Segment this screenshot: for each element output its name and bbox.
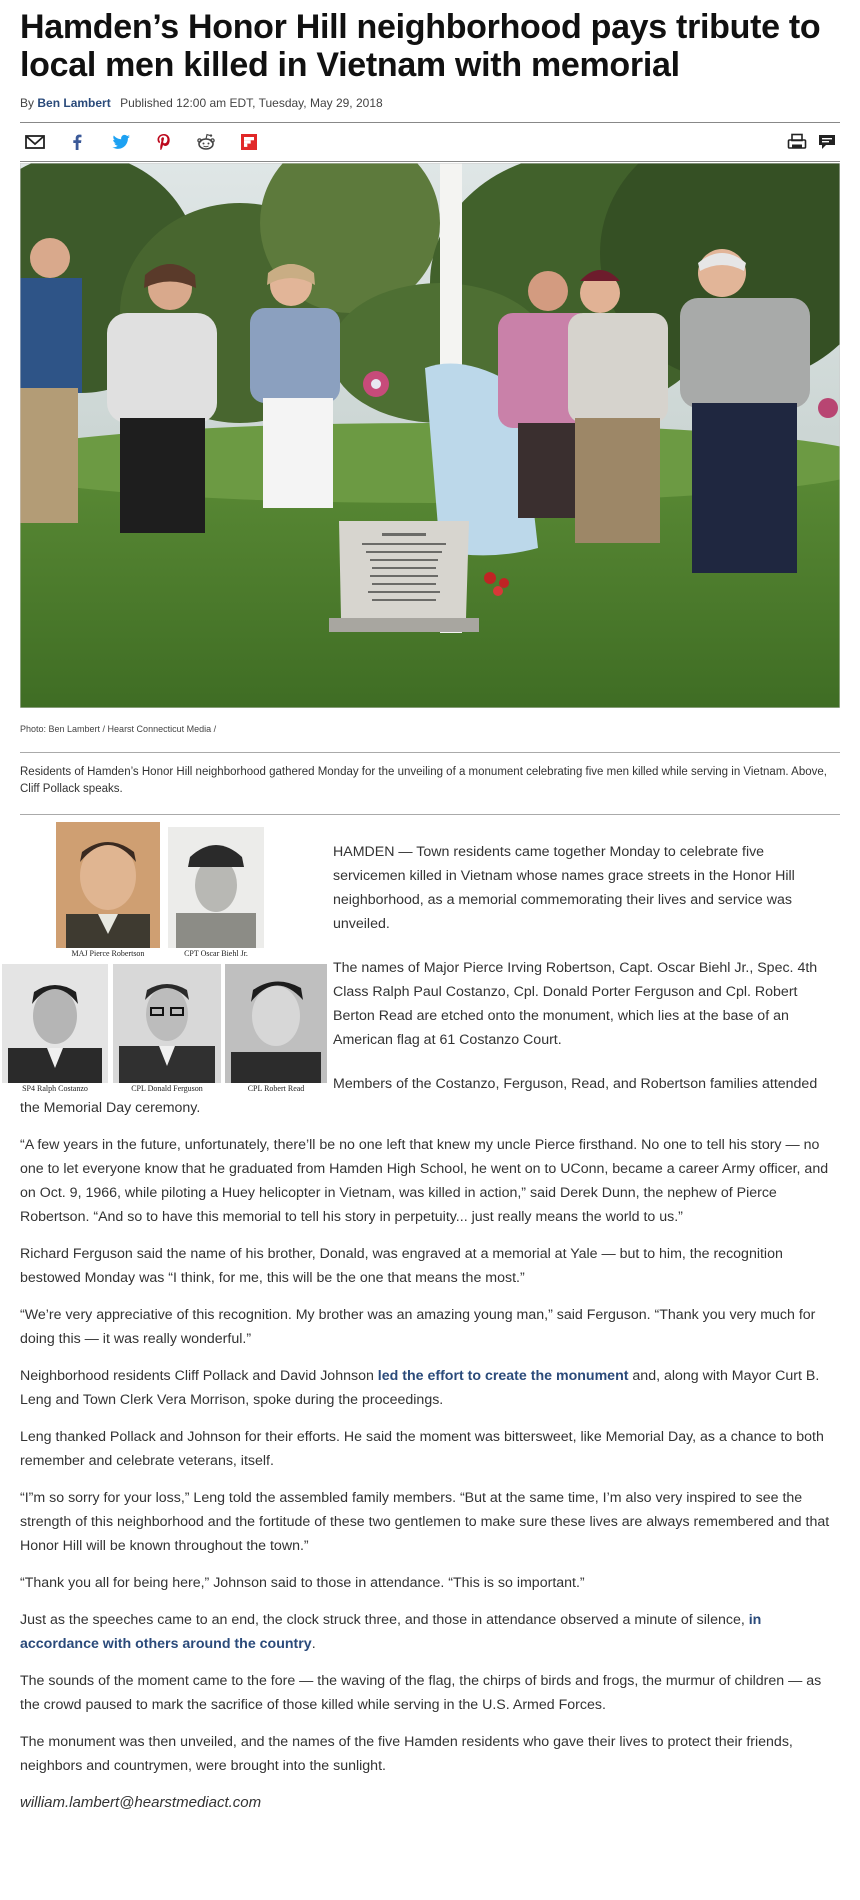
comment-icon[interactable] [816,132,838,152]
portrait-label-biehl: CPT Oscar Biehl Jr. [184,949,248,958]
paragraph: Members of the Costanzo, Ferguson, Read, and Robertson families attended [333,1076,818,1092]
author-link[interactable]: Ben Lambert [37,96,111,110]
share-bar [20,122,840,162]
paragraph [20,1364,840,1412]
publish-date: Published 12:00 am EDT, Tuesday, May 29, 2018 [120,96,383,110]
portrait-label-read: CPL Robert Read [247,1084,305,1093]
byline [20,96,840,114]
paragraph: “A few years in the future, unfortunately, there’ll be no one left that knew my uncle Pierce firsthand. No one to tell his story — no one to let everyone know that he graduated from Hamden High School, he went on to UConn, became a career Army officer, and on Oct. 9, 1966, while piloting a Huey helicopter in Vietnam, was killed in action,” said Derek Dunn, the nephew of Pierce Robertson. “And so to have this memorial to tell his story in perpetuity... just really means the world to us.” [20,1137,829,1225]
pinterest-icon[interactable] [153,132,175,152]
lead-photo[interactable] [20,163,840,708]
headline: Hamden’s Honor Hill neighborhood pays tribute to local men killed in Vietnam with memorial [20,8,821,84]
reddit-icon[interactable] [195,132,217,152]
photo-caption: Residents of Hamden’s Honor Hill neighborhood gathered Monday for the unveiling of a monument celebrating five men killed while serving in Vietnam. Above, Cliff Pollack speaks. [20,766,827,795]
paragraph: the Memorial Day ceremony. [20,1100,201,1116]
caption-divider-bottom [20,814,840,815]
paragraph: “I”m so sorry for your loss,” Leng told the assembled family members. “But at the same time, I’m also very inspired to see the strength of this neighborhood and the fortitude of these two gentlemen to make sure these lives are always remembered and that Honor Hill will be known throughout the town.” [20,1490,830,1554]
nationwide-silence-link[interactable]: in accordance with others around the country [20,1612,762,1652]
facebook-icon[interactable] [66,132,88,152]
email-icon[interactable] [24,132,46,152]
paragraph-text: Neighborhood residents Cliff Pollack and David Johnson [20,1368,378,1384]
monument-effort-link[interactable]: led the effort to create the monument [377,1368,629,1384]
portrait-label-costanzo: SP4 Ralph Costanzo [22,1084,88,1093]
paragraph: Richard Ferguson said the name of his brother, Donald, was engraved at a memorial at Yale — but to him, the recognition bestowed Monday was “I think, for me, this will be the one that means the most.” [20,1246,783,1286]
paragraph: Leng thanked Pollack and Johnson for their efforts. He said the moment was bittersweet, like Memorial Day, as a chance to both remember and celebrate veterans, itself. [20,1429,824,1469]
photo-credit: Photo: Ben Lambert / Hearst Connecticut Media / [20,724,217,734]
flipboard-icon[interactable] [238,132,260,152]
caption-divider-top [20,752,840,753]
paragraph: “Thank you all for being here,” Johnson said to those in attendance. “This is so important.” [20,1575,585,1591]
paragraph-text: and, along with Mayor Curt B. Leng and Town Clerk Vera Morrison, spoke during the proceedings. [20,1368,820,1408]
paragraph: The names of Major Pierce Irving Robertson, Capt. Oscar Biehl Jr., Spec. 4th Class Ralph Paul Costanzo, Cpl. Donald Porter Ferguson and Cpl. Robert Berton Read are etched onto the monument, which lies at the base of an American flag at 61 Costanzo Court. [333,960,818,1048]
paragraph: The monument was then unveiled, and the names of the five Hamden residents who gave their lives to protect their friends, neighbors and countrymen, were brought into the sunlight. [20,1734,793,1774]
paragraph: “We’re very appreciative of this recognition. My brother was an amazing young man,” said Ferguson. “Thank you very much for doing this — it was really wonderful.” [20,1307,816,1347]
author-email[interactable]: william.lambert@hearstmediact.com [20,1794,262,1811]
lead-photo-image [20,163,840,708]
paragraph [20,1608,840,1656]
paragraph-text: Just as the speeches came to an end, the clock struck three, and those in attendance observed a minute of silence, [20,1612,749,1628]
article [20,0,840,1811]
paragraph: HAMDEN — Town residents came together Monday to celebrate five servicemen killed in Vietnam whose names grace streets in the Honor Hill neighborhood, as a memorial commemorating their lives and service was unveiled. [333,844,795,932]
article-body [20,840,840,1828]
portrait-label-robertson: MAJ Pierce Robertson [71,949,145,958]
print-icon[interactable] [786,132,808,152]
paragraph-text: . [311,1636,316,1652]
byline-prefix: By [20,96,35,110]
portrait-label-ferguson: CPL Donald Ferguson [131,1084,203,1093]
twitter-icon[interactable] [110,132,132,152]
paragraph: The sounds of the moment came to the fore — the waving of the flag, the chirps of birds and frogs, the murmur of children — as the crowd paused to mark the sacrifice of those killed while serving in the U.S. Armed Forces. [20,1673,822,1713]
